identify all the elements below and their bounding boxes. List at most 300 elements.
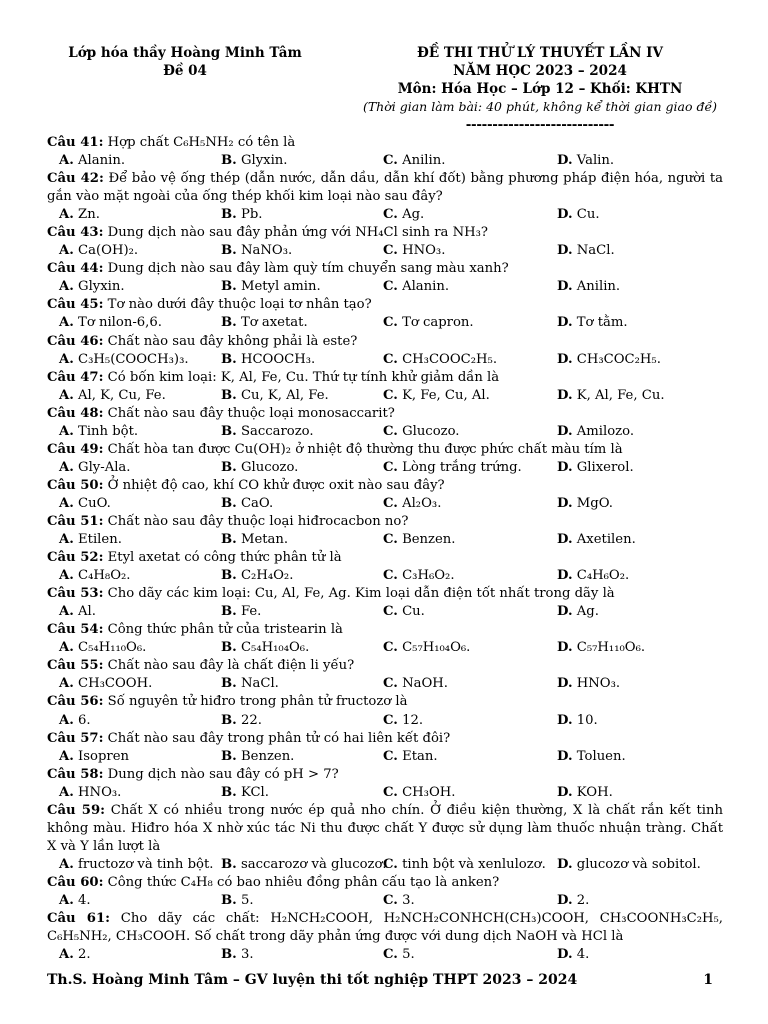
question-number: Câu 43:	[47, 225, 104, 241]
option-text: glucozơ và sobitol.	[576, 856, 701, 872]
question-text	[47, 260, 723, 278]
answer-options	[47, 748, 723, 766]
option-label: D.	[557, 748, 573, 764]
answer-option	[221, 856, 387, 874]
option-label: A.	[59, 351, 74, 367]
option-text: Fe.	[240, 604, 262, 620]
answer-option	[221, 459, 298, 477]
option-label: C.	[383, 495, 398, 511]
page-footer	[47, 972, 723, 992]
answer-option	[383, 639, 470, 657]
option-label: D.	[557, 947, 573, 963]
option-label: B.	[221, 351, 237, 367]
option-label: B.	[221, 712, 237, 728]
option-text: Alanin.	[78, 153, 126, 169]
answer-options	[47, 712, 723, 730]
answer-option	[557, 531, 636, 549]
option-label: C.	[383, 423, 398, 439]
answer-option	[557, 459, 634, 477]
question-stem: Chất nào sau đây thuộc loại hiđrocacbon no?	[107, 513, 409, 529]
option-text: CaO.	[240, 495, 274, 511]
answer-options	[47, 278, 723, 296]
option-text: 3.	[402, 892, 415, 908]
option-label: D.	[557, 604, 573, 620]
question-number: Câu 57:	[47, 730, 104, 746]
answer-options	[47, 152, 723, 170]
option-text: NaOH.	[402, 676, 448, 692]
option-label: D.	[557, 892, 573, 908]
question	[47, 260, 723, 296]
option-label: B.	[221, 459, 237, 475]
answer-option	[59, 748, 129, 766]
question	[47, 134, 723, 170]
option-label: B.	[221, 947, 237, 963]
option-label: D.	[557, 568, 573, 584]
answer-option	[221, 603, 261, 621]
option-text: HNO₃.	[402, 243, 446, 259]
option-label: A.	[59, 784, 74, 800]
option-label: C.	[383, 279, 398, 295]
answer-option	[221, 712, 262, 730]
option-label: C.	[383, 153, 398, 169]
option-text: Tơ nilon-6,6.	[78, 315, 162, 331]
question-number: Câu 48:	[47, 405, 104, 421]
question-text	[47, 296, 723, 314]
option-text: Axetilen.	[576, 532, 636, 548]
question	[47, 910, 723, 964]
answer-option	[383, 748, 438, 766]
answer-option	[383, 206, 424, 224]
question-text	[47, 477, 723, 495]
question-text	[47, 802, 723, 856]
option-text: 4.	[576, 947, 590, 963]
option-text: C₃H₅(COOCH₃)₃.	[78, 351, 189, 367]
option-text: HCOOCH₃.	[240, 351, 316, 367]
question-stem: Dung dịch nào sau đây làm quỳ tím chuyển sang màu xanh?	[107, 261, 509, 277]
option-text: Toluen.	[576, 748, 626, 764]
option-label: D.	[557, 351, 573, 367]
option-text: Metan.	[240, 532, 289, 548]
question-text	[47, 441, 723, 459]
option-text: Saccarozo.	[240, 423, 314, 439]
answer-option	[383, 278, 449, 296]
footer-author: Th.S. Hoàng Minh Tâm – GV luyện thi tốt nghiệp THPT 2023 – 2024	[47, 972, 578, 988]
option-label: B.	[221, 153, 237, 169]
option-label: C.	[383, 856, 398, 872]
option-label: A.	[59, 532, 74, 548]
option-label: B.	[221, 856, 237, 872]
option-text: Ag.	[576, 604, 599, 620]
option-label: D.	[557, 640, 573, 656]
answer-option	[557, 206, 600, 224]
option-text: Isopren	[78, 748, 129, 764]
option-text: Amilozo.	[576, 423, 635, 439]
answer-option	[221, 152, 288, 170]
question	[47, 802, 723, 874]
option-text: HNO₃.	[78, 784, 122, 800]
question-number: Câu 58:	[47, 766, 104, 782]
answer-option	[59, 675, 152, 693]
question-list	[47, 134, 723, 964]
question-number: Câu 60:	[47, 874, 104, 890]
option-text: Anilin.	[402, 153, 446, 169]
answer-option	[557, 152, 614, 170]
answer-option	[557, 242, 615, 260]
answer-option	[221, 892, 254, 910]
question	[47, 333, 723, 369]
option-text: NaCl.	[576, 243, 615, 259]
option-label: C.	[383, 676, 398, 692]
question-number: Câu 56:	[47, 694, 104, 710]
page-number: 1	[703, 972, 713, 988]
answer-option	[221, 351, 315, 369]
option-text: CuO.	[78, 495, 111, 511]
question	[47, 766, 723, 802]
answer-option	[383, 946, 415, 964]
option-label: A.	[59, 243, 74, 259]
option-text: CH₃COOC₂H₅.	[402, 351, 498, 367]
option-label: C.	[383, 604, 398, 620]
option-text: MgO.	[576, 495, 613, 511]
option-label: C.	[383, 387, 398, 403]
option-text: Etilen.	[78, 532, 122, 548]
answer-option	[557, 856, 701, 874]
question-text	[47, 693, 723, 711]
option-text: C₅₄H₁₀₄O₆.	[240, 640, 310, 656]
question-stem: Chất hòa tan được Cu(OH)₂ ở nhiệt độ thường thu được phức chất màu tím là	[107, 441, 623, 457]
answer-option	[383, 784, 455, 802]
option-label: A.	[59, 676, 74, 692]
answer-options	[47, 495, 723, 513]
option-label: C.	[383, 459, 398, 475]
option-text: CH₃COC₂H₅.	[576, 351, 661, 367]
question-number: Câu 51:	[47, 513, 104, 529]
answer-option	[557, 675, 620, 693]
answer-option	[59, 423, 138, 441]
answer-option	[557, 278, 620, 296]
option-label: A.	[59, 495, 74, 511]
question-number: Câu 53:	[47, 586, 104, 602]
question-stem: Dung dịch nào sau đây phản ứng với NH₄Cl sinh ra NH₃?	[107, 225, 488, 241]
answer-option	[557, 423, 634, 441]
option-label: D.	[557, 676, 573, 692]
question-stem: Etyl axetat có công thức phân tử là	[107, 550, 342, 566]
answer-option	[557, 387, 665, 405]
option-label: D.	[557, 712, 573, 728]
question	[47, 405, 723, 441]
answer-options	[47, 946, 723, 964]
header-right	[345, 44, 735, 134]
option-text: Glucozo.	[240, 459, 299, 475]
answer-option	[59, 784, 121, 802]
option-label: C.	[383, 784, 398, 800]
option-text: 12.	[402, 712, 424, 728]
answer-option	[59, 387, 166, 405]
answer-option	[221, 675, 279, 693]
option-text: Glyxin.	[240, 153, 288, 169]
answer-option	[59, 567, 131, 585]
option-label: B.	[221, 676, 237, 692]
question-stem: Có bốn kim loại: K, Al, Fe, Cu. Thứ tự tính khử giảm dần là	[107, 369, 500, 385]
answer-options	[47, 639, 723, 657]
question	[47, 170, 723, 224]
answer-option	[221, 531, 288, 549]
answer-option	[59, 459, 131, 477]
option-label: C.	[383, 892, 398, 908]
option-label: C.	[383, 712, 398, 728]
option-label: D.	[557, 315, 573, 331]
time-note: (Thời gian làm bài: 40 phút, không kể thời gian giao đề)	[362, 99, 718, 114]
option-text: Lòng trắng trứng.	[402, 459, 522, 475]
answer-option	[59, 946, 91, 964]
option-text: Glixerol.	[576, 459, 634, 475]
answer-option	[557, 603, 599, 621]
question-number: Câu 55:	[47, 658, 104, 674]
option-label: B.	[221, 243, 237, 259]
option-text: 10.	[576, 712, 598, 728]
option-text: Cu.	[402, 604, 425, 620]
question-number: Câu 52:	[47, 550, 104, 566]
option-label: D.	[557, 207, 573, 223]
question-stem: Chất nào sau đây là chất điện li yếu?	[107, 658, 355, 674]
option-text: C₃H₆O₂.	[402, 568, 455, 584]
question-stem: Công thức phân tử của tristearin là	[107, 622, 343, 638]
answer-option	[383, 242, 445, 260]
option-label: A.	[59, 892, 74, 908]
question-text	[47, 730, 723, 748]
option-text: NaNO₃.	[240, 243, 293, 259]
option-text: 4.	[78, 892, 91, 908]
option-label: B.	[221, 423, 237, 439]
option-text: Glyxin.	[78, 279, 125, 295]
option-label: D.	[557, 532, 573, 548]
question-number: Câu 42:	[47, 171, 104, 187]
option-text: C₂H₄O₂.	[240, 568, 294, 584]
answer-option	[221, 278, 321, 296]
option-text: Ca(OH)₂.	[78, 243, 139, 259]
option-label: B.	[221, 279, 237, 295]
answer-option	[557, 946, 589, 964]
option-label: A.	[59, 712, 74, 728]
option-label: B.	[221, 315, 237, 331]
option-label: C.	[383, 315, 398, 331]
question	[47, 874, 723, 910]
class-name: Lớp hóa thầy Hoàng Minh Tâm	[68, 45, 302, 61]
option-text: Benzen.	[402, 532, 456, 548]
option-text: CH₃COOH.	[78, 676, 153, 692]
option-label: A.	[59, 153, 74, 169]
option-text: Al, K, Cu, Fe.	[78, 387, 166, 403]
answer-option	[383, 675, 448, 693]
option-text: Metyl amin.	[240, 279, 321, 295]
answer-option	[59, 603, 96, 621]
question-text	[47, 170, 723, 206]
answer-option	[383, 351, 497, 369]
answer-option	[557, 567, 629, 585]
answer-option	[221, 314, 308, 332]
option-text: K, Fe, Cu, Al.	[402, 387, 490, 403]
question-number: Câu 47:	[47, 369, 104, 385]
question	[47, 730, 723, 766]
question-number: Câu 41:	[47, 135, 104, 150]
option-text: C₄H₈O₂.	[78, 568, 131, 584]
option-text: Ag.	[402, 207, 425, 223]
question-stem: Để bảo vệ ống thép (dẫn nước, dẫn dầu, dẫn khí đốt) bằng phương pháp điện hóa, người ta gắn vào mặt ngoài của ống thép khối kim loại nào sau đây?	[47, 171, 723, 205]
question	[47, 296, 723, 332]
option-text: 6.	[78, 712, 91, 728]
option-label: A.	[59, 423, 74, 439]
option-text: Glucozo.	[402, 423, 460, 439]
answer-option	[383, 387, 490, 405]
option-text: NaCl.	[240, 676, 279, 692]
option-text: Cu.	[576, 207, 600, 223]
question	[47, 513, 723, 549]
option-text: Alanin.	[402, 279, 450, 295]
option-text: Tơ tằm.	[576, 315, 628, 331]
option-text: Valin.	[576, 153, 615, 169]
answer-option	[383, 531, 456, 549]
option-label: B.	[221, 532, 237, 548]
option-text: Tơ axetat.	[240, 315, 308, 331]
answer-option	[383, 856, 546, 874]
question	[47, 621, 723, 657]
option-label: C.	[383, 351, 398, 367]
exam-code: Đề 04	[163, 63, 207, 79]
option-label: A.	[59, 387, 74, 403]
option-label: A.	[59, 568, 74, 584]
question-number: Câu 46:	[47, 333, 104, 349]
question-stem: Công thức C₄H₈ có bao nhiêu đồng phân cấu tạo là anken?	[107, 874, 500, 890]
answer-option	[221, 639, 309, 657]
option-label: B.	[221, 892, 237, 908]
option-label: B.	[221, 387, 237, 403]
answer-option	[221, 748, 294, 766]
option-label: C.	[383, 947, 398, 963]
option-text: 5.	[402, 947, 415, 963]
answer-options	[47, 206, 723, 224]
option-label: C.	[383, 243, 398, 259]
answer-option	[59, 495, 111, 513]
question-stem: Số nguyên tử hiđro trong phân tử fructozơ là	[107, 694, 408, 710]
option-label: D.	[557, 423, 573, 439]
answer-options	[47, 242, 723, 260]
answer-option	[59, 531, 122, 549]
header-divider: ----------------------------	[465, 117, 615, 133]
question-text	[47, 621, 723, 639]
option-label: D.	[557, 459, 573, 475]
subject-line: Môn: Hóa Học – Lớp 12 – Khối: KHTN	[397, 81, 683, 97]
option-text: CH₃OH.	[402, 784, 456, 800]
answer-option	[383, 567, 455, 585]
question-text	[47, 910, 723, 946]
option-text: Tơ capron.	[402, 315, 474, 331]
answer-option	[557, 314, 628, 332]
answer-option	[59, 892, 91, 910]
answer-option	[557, 784, 613, 802]
option-text: Pb.	[240, 207, 263, 223]
question-stem: Chất nào sau đây thuộc loại monosaccarit?	[107, 405, 395, 421]
question-text	[47, 585, 723, 603]
question-text	[47, 369, 723, 387]
header-left	[60, 44, 310, 80]
option-label: D.	[557, 784, 573, 800]
option-text: KOH.	[576, 784, 613, 800]
option-text: C₄H₆O₂.	[576, 568, 630, 584]
question	[47, 693, 723, 729]
answer-option	[221, 387, 329, 405]
answer-option	[383, 152, 445, 170]
question	[47, 585, 723, 621]
option-text: Cu, K, Al, Fe.	[240, 387, 329, 403]
answer-option	[221, 242, 292, 260]
option-label: C.	[383, 532, 398, 548]
question	[47, 441, 723, 477]
answer-option	[383, 459, 522, 477]
school-year: NĂM HỌC 2023 – 2024	[453, 63, 627, 79]
answer-option	[59, 712, 91, 730]
question	[47, 657, 723, 693]
question-text	[47, 766, 723, 784]
answer-options	[47, 423, 723, 441]
option-text: Etan.	[402, 748, 438, 764]
question-stem: Cho dãy các kim loại: Cu, Al, Fe, Ag. Kim loại dẫn điện tốt nhất trong dãy là	[107, 586, 615, 602]
option-label: A.	[59, 748, 74, 764]
option-label: C.	[383, 568, 398, 584]
question-number: Câu 49:	[47, 441, 104, 457]
answer-options	[47, 856, 723, 874]
option-text: K, Al, Fe, Cu.	[576, 387, 665, 403]
question-number: Câu 54:	[47, 622, 104, 638]
option-text: Zn.	[78, 207, 100, 223]
question	[47, 549, 723, 585]
answer-option	[221, 495, 273, 513]
option-label: B.	[221, 495, 237, 511]
option-label: A.	[59, 604, 74, 620]
question-text	[47, 549, 723, 567]
exam-title: ĐỀ THI THỬ LÝ THUYẾT LẦN IV	[417, 45, 663, 61]
question-text	[47, 134, 723, 152]
question-text	[47, 874, 723, 892]
option-text: Tinh bột.	[78, 423, 139, 439]
option-text: 22.	[240, 712, 262, 728]
answer-option	[557, 748, 626, 766]
option-label: A.	[59, 207, 74, 223]
answer-options	[47, 675, 723, 693]
answer-options	[47, 567, 723, 585]
question-number: Câu 50:	[47, 477, 104, 493]
option-label: D.	[557, 243, 573, 259]
answer-option	[383, 892, 415, 910]
option-label: A.	[59, 315, 74, 331]
option-text: Gly-Ala.	[78, 459, 131, 475]
option-text: 2.	[78, 947, 91, 963]
answer-options	[47, 459, 723, 477]
answer-option	[221, 206, 262, 224]
question-number: Câu 61:	[47, 911, 110, 927]
answer-option	[557, 639, 645, 657]
option-text: 3.	[240, 947, 254, 963]
option-label: B.	[221, 207, 237, 223]
answer-option	[383, 314, 474, 332]
question-text	[47, 657, 723, 675]
answer-options	[47, 784, 723, 802]
question-stem: Cho dãy các chất: H₂NCH₂COOH, H₂NCH₂CONHCH(CH₃)COOH, CH₃COONH₃C₂H₅, C₆H₅NH₂, CH₃COOH. Số chất trong dãy phản ứng được với dung dịch NaOH và HCl là	[47, 911, 723, 945]
answer-option	[557, 892, 589, 910]
answer-option	[59, 206, 100, 224]
question-stem: Dung dịch nào sau đây có pH > 7?	[107, 766, 339, 782]
question-stem: Chất nào sau đây không phải là este?	[107, 333, 358, 349]
answer-option	[557, 712, 598, 730]
